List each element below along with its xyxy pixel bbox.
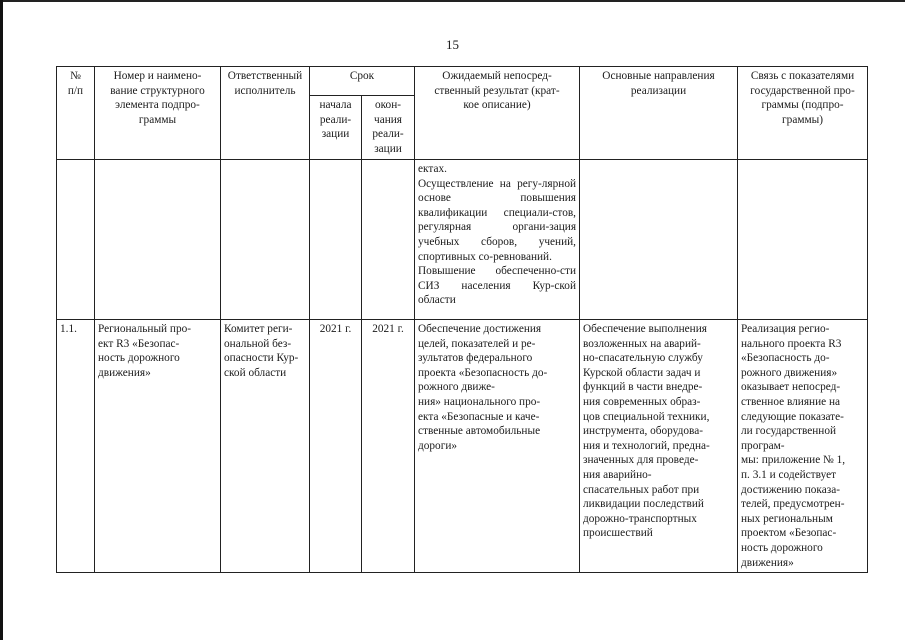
continuation-result-line1: ектах. (418, 163, 447, 175)
cell-continuation-result (415, 160, 580, 320)
cell-empty (362, 160, 415, 320)
cell-empty (221, 160, 310, 320)
header-responsible: Ответственный исполнитель (221, 67, 310, 160)
cell-empty (57, 160, 95, 320)
table-row-1-1 (57, 320, 868, 573)
scan-edge-left (0, 0, 3, 640)
header-directions: Основные направления реализации (580, 67, 738, 160)
scan-edge-top (0, 0, 905, 2)
cell-empty (580, 160, 738, 320)
header-term: Срок (310, 67, 415, 96)
header-result: Ожидаемый непосред- ственный результат (крат- кое описание) (415, 67, 580, 160)
page-number: 15 (446, 37, 459, 52)
continuation-result-para2: Осуществление на регу-лярной основе повышения квалификации специали-стов, регулярная органи-зация учебных сборов, учений, спортивных со-ревнований. (418, 177, 577, 263)
cell-end: 2021 г. (362, 320, 415, 573)
cell-result: Обеспечение достижения целей, показателей и ре- зультатов федерального проекта «Безопасность до- рожного движе- ния» национального про- екта «Безопасные и каче- ственные автомобильные дороги» (415, 320, 580, 573)
cell-start: 2021 г. (310, 320, 362, 573)
cell-responsible: Комитет реги- ональной без- опасности Кур- ской области (221, 320, 310, 573)
cell-name: Региональный про- ект R3 «Безопас- ность дорожного движения» (95, 320, 221, 573)
header-link: Связь с показателями государственной про- граммы (подпро- граммы) (738, 67, 868, 160)
cell-directions: Обеспечение выполнения возложенных на аварий- но-спасательную службу Курской области задач и функций в части внедре- ния современных образ- цов специальной техники, инструмента, оборудова- ния и технологий, предна- значенных для проведе- ния аварийно- спасательных работ при ликвидации последствий дорожно-транспортных происшествий (580, 320, 738, 573)
cell-empty (310, 160, 362, 320)
cell-num: 1.1. (57, 320, 95, 573)
cell-empty (95, 160, 221, 320)
cell-empty (738, 160, 868, 320)
header-term-start: начала реали- зации (310, 96, 362, 160)
header-term-end: окон- чания реали- зации (362, 96, 415, 160)
header-name: Номер и наимено- вание структурного элемента подпро- граммы (95, 67, 221, 160)
table-row-continuation (57, 160, 868, 320)
program-table (56, 66, 868, 573)
cell-link: Реализация регио- нального проекта R3 «Безопасность до- рожного движения» оказывает непосред- ственное влияние на следующие показате- ли государственной програм- мы: приложение № 1, п. 3.1 и содействует достижению показа- телей, предусмотрен- ных региональным проектом «Безопас- ность дорожного движения» (738, 320, 868, 573)
header-num: № п/п (57, 67, 95, 160)
continuation-result-para3: Повышение обеспеченно-сти СИЗ населения Кур-ской области (418, 265, 577, 307)
